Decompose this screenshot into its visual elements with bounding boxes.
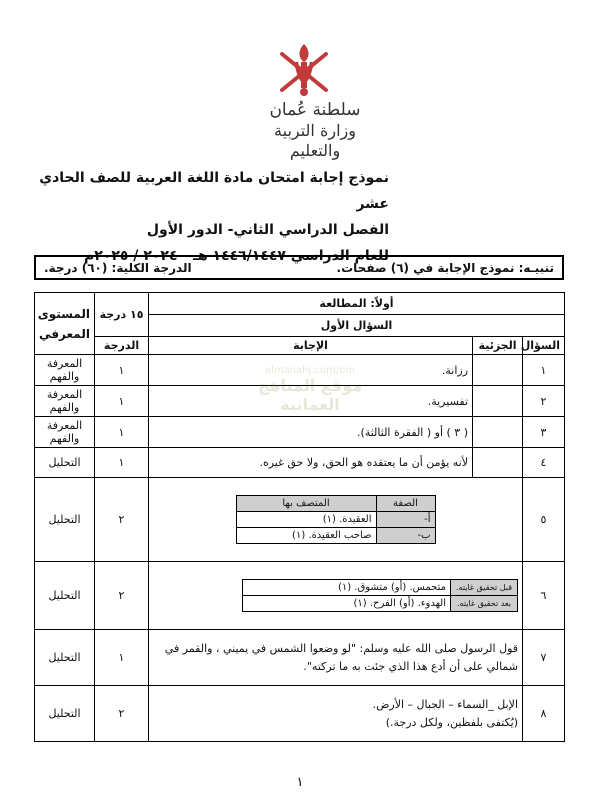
watermark-url: almanahj.com/om [264,365,356,376]
level-cell: التحليل [35,562,95,630]
answer-cell-q5 [149,478,523,562]
level-header: المستوى المعرفي [35,293,95,355]
notice-total-grade: الدرجة الكلية: (٦٠) درجة. [44,260,192,275]
q5-row2-label: ب- [376,528,435,544]
title-line-3: للعام الدراسي ١٤٤٦/١٤٤٧ هـ - ٢٠٢٤ / ٢٠٢٥م [83,248,389,264]
question-number: ٨ [523,686,565,742]
answer-cell: تفسيرية. [149,386,473,417]
q5-inner-table [236,495,436,544]
question-part [473,417,523,448]
answer-cell-q6 [149,562,523,630]
table-row [35,448,565,478]
q5-row1-value: العقيدة. (١) [236,512,376,528]
answer-cell: ( ٣ ) أو ( الفقرة الثالثة). [149,417,473,448]
question-number: ٢ [523,386,565,417]
question-number: ٥ [523,478,565,562]
grade-cell: ٢ [95,686,149,742]
answer-table [34,292,565,742]
watermark-name: موقع المناهج العمانية [257,376,363,414]
q5-head-owner: المتصف بها [236,496,376,512]
level-cell: المعرفة والفهم [35,355,95,386]
total-marks: ١٥ درجة [95,293,149,337]
ministry-line-1: سلطنة عُمان [269,100,361,120]
question-number: ٦ [523,562,565,630]
question-part [473,448,523,478]
section-title: أولاً: المطالعة [149,293,565,315]
question-part [473,386,523,417]
level-cell: التحليل [35,630,95,686]
grade-cell: ١ [95,355,149,386]
question-number: ١ [523,355,565,386]
level-cell: المعرفة والفهم [35,417,95,448]
q6-row1-value: متحمس. (أو) متشوق. (١) [243,580,451,596]
q5-head-trait: الصفة [376,496,435,512]
table-row [35,630,565,686]
col-question-header: السؤال [523,337,565,355]
answer-cell: قول الرسول صلى الله عليه وسلم: "لو وضعوا الشمس في يميني ، والقمر في شمالي على أن أدع هذا الذي جئت به ما تركته". [149,630,523,686]
table-row [35,686,565,742]
title-line-1: نموذج إجابة امتحان مادة اللغة العربية للصف الحادي عشر [39,170,389,212]
table-row [35,562,565,630]
q5-row1-label: أ- [376,512,435,528]
q6-row1-label: قبل تحقيق غايته. [451,580,518,596]
question-part [473,355,523,386]
grade-cell: ١ [95,448,149,478]
page-number: ١ [296,775,304,790]
table-row [35,478,565,562]
question-number: ٤ [523,448,565,478]
exam-title [29,165,389,269]
notice-box [34,255,564,280]
grade-cell: ٢ [95,562,149,630]
grade-cell: ١ [95,630,149,686]
q8-answer-line-2: (يُكتفى بلفظين، ولكل درجة.) [385,715,519,729]
q6-inner-table [242,579,518,612]
grade-cell: ١ [95,417,149,448]
q6-row2-label: بعد تحقيق غايته. [451,596,518,612]
col-grade-header: الدرجة [95,337,149,355]
answer-cell: لأنه يؤمن أن ما يعتقده هو الحق، ولا حق غيره. [149,448,473,478]
grade-cell: ٢ [95,478,149,562]
q6-row2-value: الهدوء. (أو) الفرح. (١) [243,596,451,612]
title-line-2: الفصل الدراسي الثاني- الدور الأول [146,222,389,238]
col-part-header: الجزئية [473,337,523,355]
grade-cell: ١ [95,386,149,417]
ministry-line-2: وزارة التربية والتعليم [274,121,356,160]
answer-cell: رزانة. [149,355,473,386]
level-cell: التحليل [35,686,95,742]
level-cell: التحليل [35,448,95,478]
question-number: ٧ [523,630,565,686]
q8-answer-line-1: الإبل _السماء – الجبال – الأرض. [372,697,519,711]
ministry-name [250,100,380,161]
level-cell: التحليل [35,478,95,562]
question-title: السؤال الأول [149,315,565,337]
oman-emblem-logo [268,40,340,102]
watermark [255,365,365,435]
col-answer-header: الإجابة [149,337,473,355]
q5-row2-value: صاحب العقيدة. (١) [236,528,376,544]
answer-cell [149,686,523,742]
notice-pages: تنبيـه: نموذج الإجابة في (٦) صفحات. [336,260,554,275]
question-number: ٣ [523,417,565,448]
level-cell: المعرفة والفهم [35,386,95,417]
